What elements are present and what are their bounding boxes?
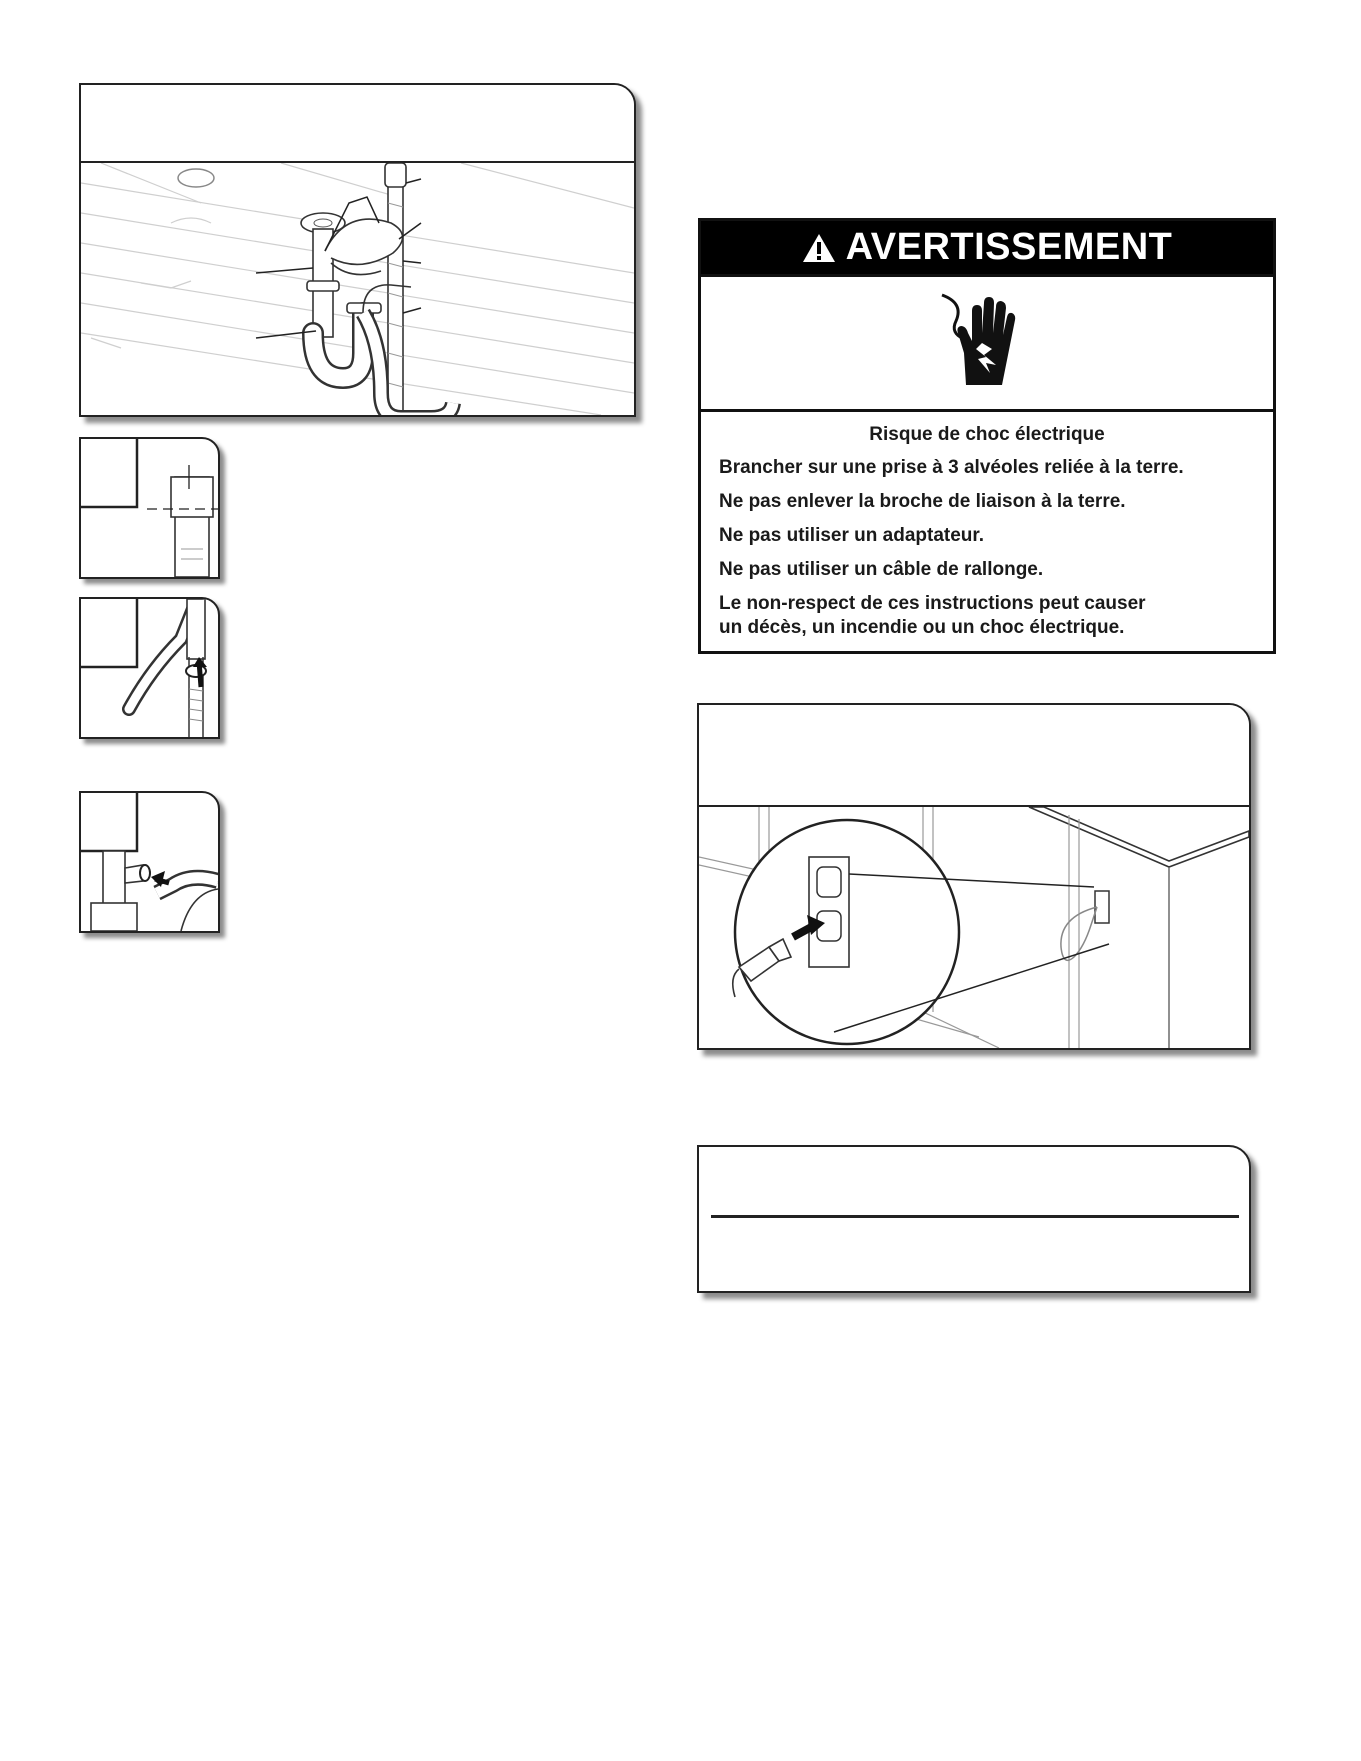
step-thumb-attach-clamp [79,597,220,739]
note-box-divider [711,1215,1239,1218]
warning-triangle-icon [802,233,836,263]
warning-body [701,412,1273,640]
drain-figure-header [81,85,634,163]
electrical-shock-hand-icon [936,293,1016,389]
drain-figure-panel [79,83,636,417]
warning-consequence: un décès, un incendie ou un choc électrique. [719,617,1125,638]
step-thumb-connect-drain [79,791,220,933]
electrical-warning-box [698,218,1276,654]
note-box [697,1145,1251,1293]
step-thumb-cut-hose [79,437,220,579]
warning-line: Ne pas enlever la broche de liaison à la terre. [719,491,1126,512]
drain-illustration [81,163,634,415]
warning-title: Risque de choc électrique [869,424,1105,445]
warning-icon-row [701,274,1273,412]
warning-line: Ne pas utiliser un adaptateur. [719,525,985,546]
warning-banner [701,221,1273,274]
warning-banner-text: AVERTISSEMENT [845,226,1173,268]
floor-drain-icon [178,169,214,187]
hose-clamp-illustration [81,599,218,737]
warning-line: Ne pas utiliser un câble de rallonge. [719,559,1044,580]
outlet-illustration [699,807,1249,1048]
warning-consequence: Le non-respect de ces instructions peut causer [719,593,1146,614]
connect-drain-illustration [81,793,218,931]
outlet-figure-header [699,705,1249,807]
warning-line: Brancher sur une prise à 3 alvéoles reliée à la terre. [719,457,1184,478]
cut-hose-illustration [81,439,218,577]
outlet-figure-panel [697,703,1251,1050]
